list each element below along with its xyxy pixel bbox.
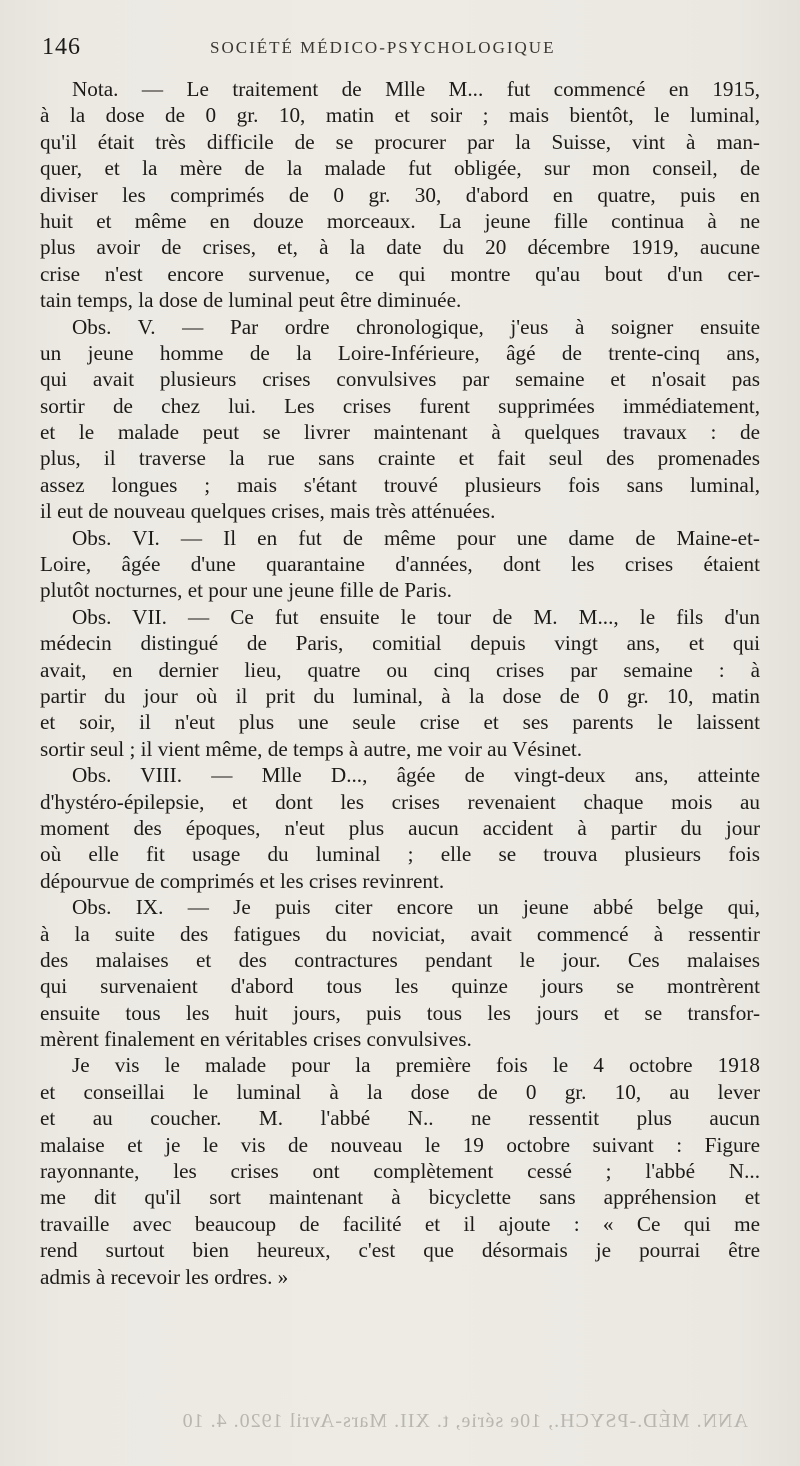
text-line: partir du jour où il prit du luminal, à la dose de 0 gr. 10, matin bbox=[40, 683, 760, 708]
page-number: 146 bbox=[42, 34, 81, 60]
running-head: SOCIÉTÉ MÉDICO-PSYCHOLOGIQUE bbox=[210, 38, 556, 57]
text-line: qu'il était très difficile de se procurer par la Suisse, vint à man- bbox=[40, 129, 760, 154]
text-line: admis à recevoir les ordres. » bbox=[40, 1264, 289, 1289]
text-line: me dit qu'il sort maintenant à bicyclette sans appréhension et bbox=[40, 1185, 760, 1210]
text-line: plutôt nocturnes, et pour une jeune fille de Paris. bbox=[40, 578, 452, 603]
text-line: moment des époques, n'eut plus aucun accident à partir du jour bbox=[40, 815, 760, 840]
text-line: dépourvue de comprimés et les crises revinrent. bbox=[40, 868, 445, 893]
text-line: des malaises et des contractures pendant le jour. Ces malaises bbox=[40, 947, 760, 972]
text-line: sortir de chez lui. Les crises furent supprimées immédiatement, bbox=[40, 393, 760, 418]
text-line: diviser les comprimés de 0 gr. 30, d'abord en quatre, puis en bbox=[40, 182, 760, 207]
text-line: huit et même en douze morceaux. La jeune fille continua à ne bbox=[40, 208, 760, 233]
text-line: malaise et je le vis de nouveau le 19 octobre suivant : Figure bbox=[40, 1132, 760, 1157]
text-line: Obs. VII. — Ce fut ensuite le tour de M. M..., le fils d'un bbox=[72, 604, 760, 629]
text-line: qui survenaient d'abord tous les quinze jours se montrèrent bbox=[40, 974, 760, 999]
text-line: plus avoir de crises, et, à la date du 20 décembre 1919, aucune bbox=[40, 235, 760, 260]
text-line: quer, et la mère de la malade fut obligée, sur mon conseil, de bbox=[40, 156, 760, 181]
text-line: Obs. VI. — Il en fut de même pour une dame de Maine-et- bbox=[72, 525, 760, 550]
bleed-through-footer: ANN. MÉD.-PSYCH., 10e série, t. XII. Mars-Avril 1920. 4. 10 bbox=[181, 1410, 748, 1432]
text-line: Loire, âgée d'une quarantaine d'années, dont les crises étaient bbox=[40, 552, 760, 577]
text-line: rayonnante, les crises ont complètement cessé ; l'abbé N... bbox=[40, 1159, 760, 1184]
text-line: et au coucher. M. l'abbé N.. ne ressentit plus aucun bbox=[40, 1106, 760, 1131]
text-line: mèrent finalement en véritables crises convulsives. bbox=[40, 1027, 472, 1052]
text-line: d'hystéro-épilepsie, et dont les crises revenaient chaque mois au bbox=[40, 789, 760, 814]
text-line: à la dose de 0 gr. 10, matin et soir ; mais bientôt, le luminal, bbox=[40, 103, 760, 128]
text-line: à la suite des fatigues du noviciat, avait commencé à ressentir bbox=[40, 921, 760, 946]
text-line: qui avait plusieurs crises convulsives par semaine et n'osait pas bbox=[40, 367, 760, 392]
text-line: Obs. V. — Par ordre chronologique, j'eus à soigner ensuite bbox=[72, 314, 760, 339]
text-line: Obs. VIII. — Mlle D..., âgée de vingt-deux ans, atteinte bbox=[72, 763, 760, 788]
text-line: plus, il traverse la rue sans crainte et fait seul des promenades bbox=[40, 446, 760, 471]
text-line: et soir, il n'eut plus une seule crise et ses parents le laissent bbox=[40, 710, 760, 735]
text-line: Nota. — Le traitement de Mlle M... fut commencé en 1915, bbox=[72, 77, 760, 101]
text-line: ensuite tous les huit jours, puis tous les jours et se transfor- bbox=[40, 1000, 760, 1025]
text-line: sortir seul ; il vient même, de temps à autre, me voir au Vésinet. bbox=[40, 736, 583, 761]
text-line: où elle fit usage du luminal ; elle se trouva plusieurs fois bbox=[40, 842, 760, 867]
text-line: et le malade peut se livrer maintenant à quelques travaux : de bbox=[40, 420, 760, 445]
text-line: rend surtout bien heureux, c'est que désormais je pourrai être bbox=[40, 1238, 760, 1263]
text-line: un jeune homme de la Loire-Inférieure, âgé de trente-cinq ans, bbox=[40, 340, 760, 365]
text-line: avait, en dernier lieu, quatre ou cinq crises par semaine : à bbox=[40, 657, 760, 682]
page-header bbox=[42, 34, 758, 70]
text-line: Obs. IX. — Je puis citer encore un jeune abbé belge qui, bbox=[72, 895, 760, 920]
body-text bbox=[40, 76, 760, 1290]
text-line: il eut de nouveau quelques crises, mais très atténuées. bbox=[40, 499, 496, 524]
text-line: assez longues ; mais s'étant trouvé plusieurs fois sans luminal, bbox=[40, 472, 760, 497]
text-line: et conseillai le luminal à la dose de 0 gr. 10, au lever bbox=[40, 1079, 760, 1104]
text-line: travaille avec beaucoup de facilité et il ajoute : « Ce qui me bbox=[40, 1211, 760, 1236]
text-line: Je vis le malade pour la première fois le 4 octobre 1918 bbox=[72, 1053, 760, 1078]
text-line: tain temps, la dose de luminal peut être diminuée. bbox=[40, 288, 462, 313]
text-line: crise n'est encore survenue, ce qui montre qu'au bout d'un cer- bbox=[40, 261, 760, 286]
text-line: médecin distingué de Paris, comitial depuis vingt ans, et qui bbox=[40, 631, 760, 656]
